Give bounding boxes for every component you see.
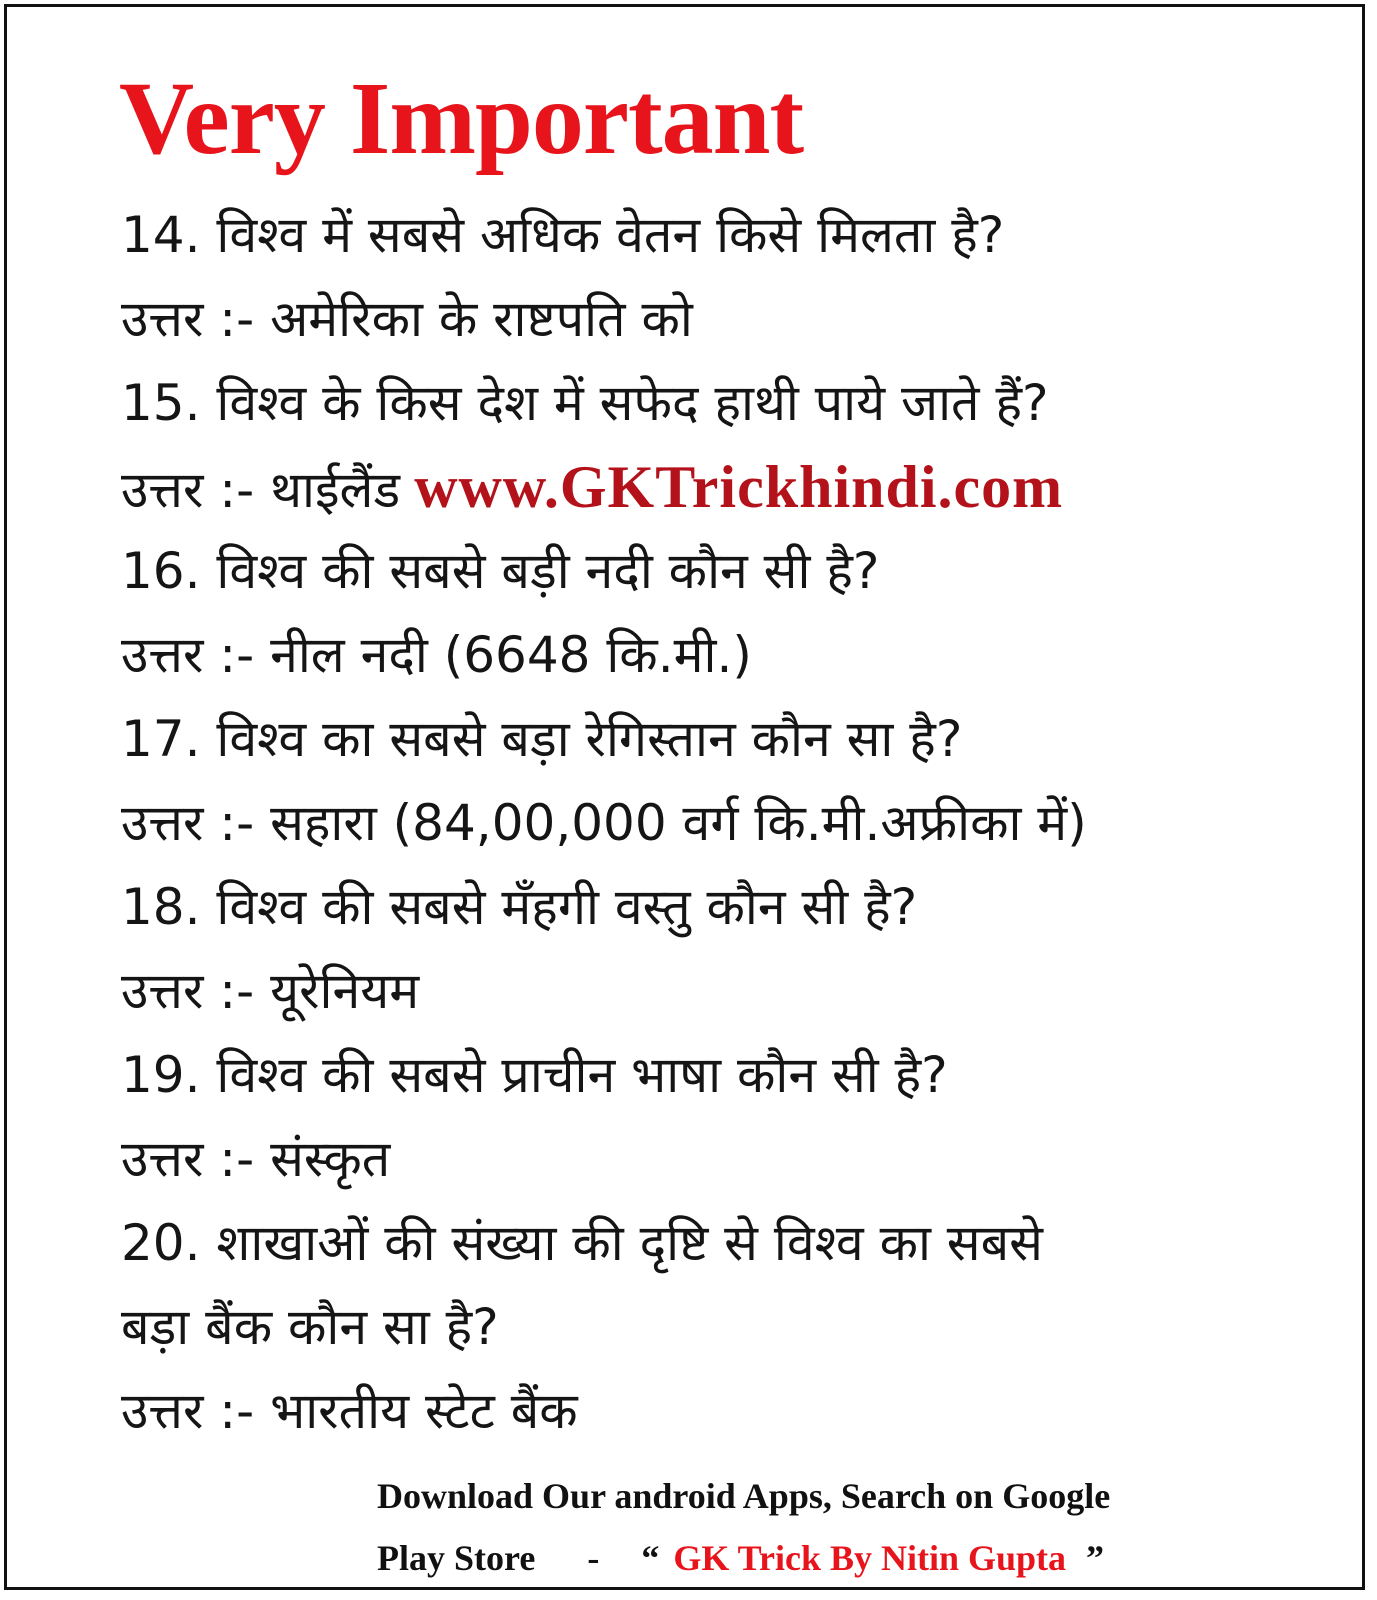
page-title: Very Important [119, 61, 804, 176]
question-18: 18. विश्व की सबसे मँहगी वस्तु कौन सी है? [121, 878, 918, 936]
answer-17: उत्तर :- सहारा (84,00,000 वर्ग कि.मी.अफ्रीका में) [121, 794, 1087, 852]
question-19: 19. विश्व की सबसे प्राचीन भाषा कौन सी है? [121, 1046, 948, 1104]
qa-list [121, 193, 1341, 1453]
answer-14: उत्तर :- अमेरिका के राष्टपति को [121, 290, 693, 348]
open-quote: “ [641, 1538, 660, 1578]
answer-19: उत्तर :- संस्कृत [121, 1130, 391, 1188]
question-14: 14. विश्व में सबसे अधिक वेतन किसे मिलता है? [121, 206, 1005, 264]
footer-line-1: Download Our android Apps, Search on Google [377, 1476, 1111, 1516]
question-20-part1: 20. शाखाओं की संख्या की दृष्टि से विश्व का सबसे [121, 1214, 1043, 1272]
answer-20: उत्तर :- भारतीय स्टेट बैंक [121, 1382, 578, 1440]
answer-15: उत्तर :- थाईलैंड [121, 461, 401, 519]
answer-15-row [121, 445, 1341, 529]
close-quote: ” [1086, 1538, 1105, 1578]
answer-18: उत्तर :- यूरेनियम [121, 962, 420, 1020]
app-name: GK Trick By Nitin Gupta [673, 1538, 1067, 1578]
footer-note [377, 1465, 1277, 1589]
website-watermark: www.GKTrickhindi.com [414, 454, 1064, 520]
question-17: 17. विश्व का सबसे बड़ा रेगिस्तान कौन सा है? [121, 710, 963, 768]
answer-16: उत्तर :- नील नदी (6648 कि.मी.) [121, 626, 752, 684]
question-20-part2: बड़ा बैंक कौन सा है? [121, 1298, 499, 1356]
question-15: 15. विश्व के किस देश में सफेद हाथी पाये जाते हैं? [121, 374, 1049, 432]
footer-line-2 [377, 1527, 1277, 1589]
question-16: 16. विश्व की सबसे बड़ी नदी कौन सी है? [121, 542, 880, 600]
play-store-label: Play Store [377, 1538, 536, 1578]
footer-dash: - [587, 1538, 600, 1578]
page-frame [4, 4, 1365, 1590]
